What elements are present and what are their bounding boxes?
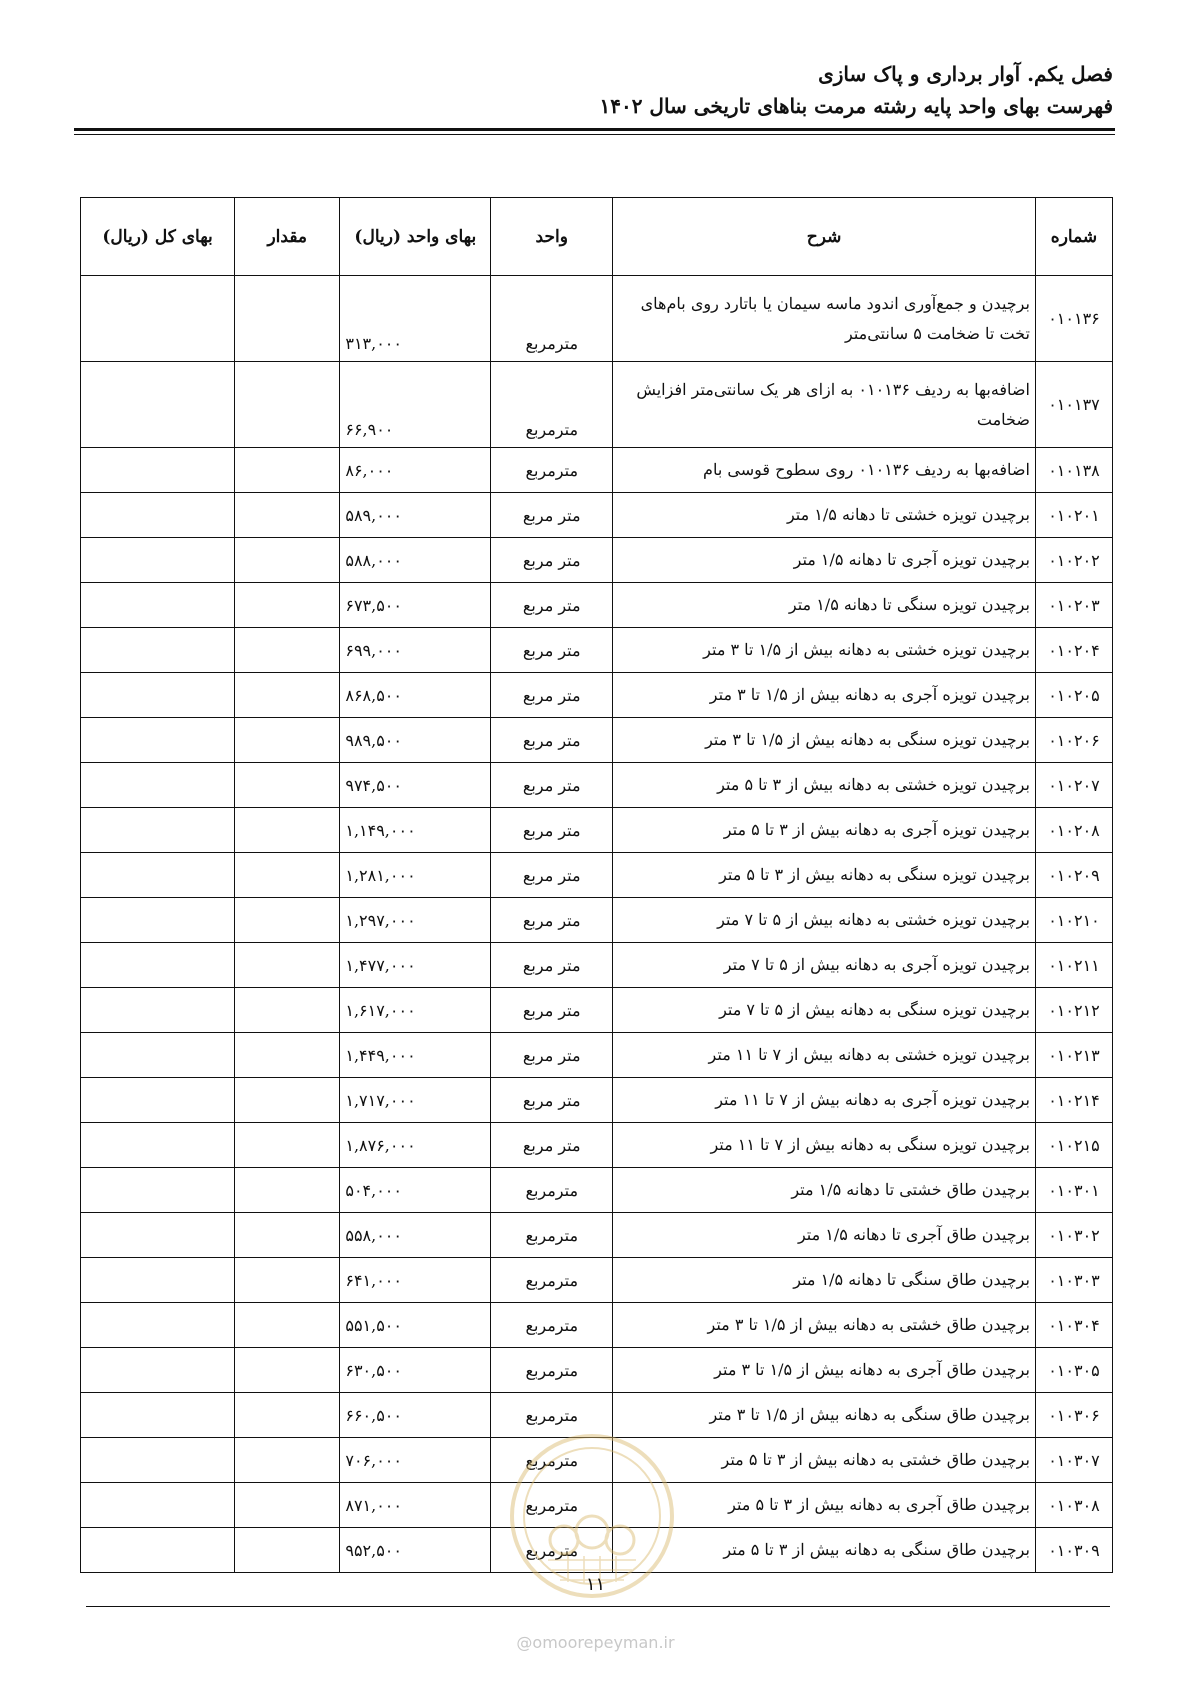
row-unit: مترمربع [491,1528,613,1573]
row-description: برچیدن طاق خشتی به دهانه بیش از ۳ تا ۵ متر [613,1438,1036,1483]
row-code: ۰۱۰۳۰۴ [1035,1303,1112,1348]
row-unit-price: ۸۶۸,۵۰۰ [340,673,491,718]
watermark-url: @omoorepeyman.ir [516,1633,675,1652]
chapter-title: فصل یکم. آوار برداری و پاک سازی [818,62,1113,86]
table-row [81,1348,1113,1393]
row-unit-price: ۱,۶۱۷,۰۰۰ [340,988,491,1033]
row-total [81,362,235,448]
row-unit-price: ۶۳۰,۵۰۰ [340,1348,491,1393]
row-unit: متر مربع [491,1078,613,1123]
table-row [81,1393,1113,1438]
row-unit: مترمربع [491,1258,613,1303]
row-quantity [235,1393,340,1438]
row-unit: متر مربع [491,763,613,808]
row-description: برچیدن و جمع‌آوری اندود ماسه سیمان یا باتارد روی بام‌های تخت تا ضخامت ۵ سانتی‌متر [613,276,1036,362]
row-quantity [235,988,340,1033]
row-unit-price: ۱,۲۹۷,۰۰۰ [340,898,491,943]
row-total [81,808,235,853]
row-unit: متر مربع [491,943,613,988]
row-unit: متر مربع [491,538,613,583]
row-unit-price: ۶۷۳,۵۰۰ [340,583,491,628]
header-quantity: مقدار [235,198,340,276]
row-total [81,628,235,673]
row-unit-price: ۶۶۰,۵۰۰ [340,1393,491,1438]
row-code: ۰۱۰۳۰۷ [1035,1438,1112,1483]
footer-divider [86,1606,1110,1607]
row-code: ۰۱۰۲۰۹ [1035,853,1112,898]
row-quantity [235,673,340,718]
row-code: ۰۱۰۳۰۹ [1035,1528,1112,1573]
table-row [81,493,1113,538]
table-row [81,538,1113,583]
row-unit: مترمربع [491,1348,613,1393]
table-row [81,276,1113,362]
row-unit-price: ۱,۸۷۶,۰۰۰ [340,1123,491,1168]
row-unit-price: ۷۰۶,۰۰۰ [340,1438,491,1483]
row-unit-price: ۳۱۳,۰۰۰ [340,276,491,362]
row-quantity [235,808,340,853]
row-unit-price: ۶۴۱,۰۰۰ [340,1258,491,1303]
row-code: ۰۱۰۲۰۸ [1035,808,1112,853]
row-code: ۰۱۰۳۰۶ [1035,1393,1112,1438]
row-description: برچیدن طاق خشتی به دهانه بیش از ۱/۵ تا ۳ متر [613,1303,1036,1348]
row-quantity [235,718,340,763]
row-total [81,1438,235,1483]
row-total [81,448,235,493]
table-row [81,448,1113,493]
row-unit-price: ۱,۴۷۷,۰۰۰ [340,943,491,988]
row-unit-price: ۵۸۹,۰۰۰ [340,493,491,538]
row-total [81,988,235,1033]
row-unit: مترمربع [491,1483,613,1528]
row-quantity [235,943,340,988]
row-total [81,1393,235,1438]
row-description: برچیدن تویزه خشتی به دهانه بیش از ۳ تا ۵ متر [613,763,1036,808]
row-code: ۰۱۰۳۰۳ [1035,1258,1112,1303]
row-code: ۰۱۰۱۳۸ [1035,448,1112,493]
row-description: برچیدن تویزه خشتی به دهانه بیش از ۷ تا ۱۱ متر [613,1033,1036,1078]
row-total [81,718,235,763]
table-row [81,628,1113,673]
row-unit: مترمربع [491,1303,613,1348]
row-description: برچیدن تویزه آجری تا دهانه ۱/۵ متر [613,538,1036,583]
row-unit-price: ۸۶,۰۰۰ [340,448,491,493]
row-unit-price: ۹۸۹,۵۰۰ [340,718,491,763]
row-unit-price: ۸۷۱,۰۰۰ [340,1483,491,1528]
row-description: برچیدن تویزه آجری به دهانه بیش از ۷ تا ۱۱ متر [613,1078,1036,1123]
row-total [81,673,235,718]
header-divider-thin [74,134,1115,135]
row-unit: مترمربع [491,448,613,493]
row-unit-price: ۱,۱۴۹,۰۰۰ [340,808,491,853]
row-total [81,1483,235,1528]
row-unit-price: ۱,۲۸۱,۰۰۰ [340,853,491,898]
row-total [81,1303,235,1348]
header-code: شماره [1035,198,1112,276]
row-code: ۰۱۰۳۰۵ [1035,1348,1112,1393]
row-description: برچیدن طاق سنگی به دهانه بیش از ۱/۵ تا ۳ متر [613,1393,1036,1438]
row-unit: متر مربع [491,718,613,763]
row-quantity [235,1123,340,1168]
row-unit: مترمربع [491,276,613,362]
row-unit: متر مربع [491,1033,613,1078]
row-total [81,1348,235,1393]
table-row [81,1213,1113,1258]
header-unit: واحد [491,198,613,276]
row-code: ۰۱۰۲۱۰ [1035,898,1112,943]
row-description: برچیدن تویزه خشتی به دهانه بیش از ۵ تا ۷ متر [613,898,1036,943]
row-unit-price: ۱,۷۱۷,۰۰۰ [340,1078,491,1123]
row-code: ۰۱۰۱۳۷ [1035,362,1112,448]
table-header-row [81,198,1113,276]
row-unit: متر مربع [491,853,613,898]
row-quantity [235,628,340,673]
row-code: ۰۱۰۱۳۶ [1035,276,1112,362]
row-code: ۰۱۰۲۱۱ [1035,943,1112,988]
row-unit: متر مربع [491,673,613,718]
row-total [81,898,235,943]
row-description: برچیدن طاق آجری به دهانه بیش از ۳ تا ۵ متر [613,1483,1036,1528]
row-total [81,1033,235,1078]
row-unit: متر مربع [491,988,613,1033]
row-code: ۰۱۰۲۰۲ [1035,538,1112,583]
row-description: برچیدن تویزه سنگی به دهانه بیش از ۳ تا ۵ متر [613,853,1036,898]
row-quantity [235,1528,340,1573]
row-quantity [235,493,340,538]
row-unit-price: ۹۷۴,۵۰۰ [340,763,491,808]
row-code: ۰۱۰۳۰۸ [1035,1483,1112,1528]
table-row [81,1078,1113,1123]
header-total: بهای کل (ریال) [81,198,235,276]
row-description: برچیدن طاق آجری تا دهانه ۱/۵ متر [613,1213,1036,1258]
row-description: برچیدن تویزه آجری به دهانه بیش از ۱/۵ تا ۳ متر [613,673,1036,718]
row-description: برچیدن تویزه خشتی به دهانه بیش از ۱/۵ تا ۳ متر [613,628,1036,673]
row-code: ۰۱۰۲۰۵ [1035,673,1112,718]
row-code: ۰۱۰۳۰۱ [1035,1168,1112,1213]
row-unit: متر مربع [491,1123,613,1168]
row-unit: مترمربع [491,1393,613,1438]
table-row [81,583,1113,628]
row-unit: مترمربع [491,1168,613,1213]
row-total [81,1078,235,1123]
row-quantity [235,763,340,808]
row-code: ۰۱۰۲۰۱ [1035,493,1112,538]
row-quantity [235,1258,340,1303]
row-unit-price: ۵۵۸,۰۰۰ [340,1213,491,1258]
row-quantity [235,583,340,628]
table-row [81,898,1113,943]
row-quantity [235,1033,340,1078]
row-unit: متر مربع [491,808,613,853]
row-code: ۰۱۰۳۰۲ [1035,1213,1112,1258]
table-row [81,1258,1113,1303]
row-description: برچیدن تویزه سنگی به دهانه بیش از ۷ تا ۱۱ متر [613,1123,1036,1168]
row-code: ۰۱۰۲۱۲ [1035,988,1112,1033]
row-unit-price: ۶۶,۹۰۰ [340,362,491,448]
row-quantity [235,1168,340,1213]
table-row [81,673,1113,718]
row-total [81,853,235,898]
price-list-table [80,197,1113,1573]
row-quantity [235,362,340,448]
table-row [81,763,1113,808]
row-total [81,1123,235,1168]
page-number: ۱۱ [585,1574,606,1595]
row-description: اضافه‌بها به ردیف ۰۱۰۱۳۶ روی سطوح قوسی بام [613,448,1036,493]
table-row [81,718,1113,763]
row-total [81,1168,235,1213]
row-quantity [235,538,340,583]
row-total [81,493,235,538]
header-divider-thick [74,128,1115,131]
row-description: اضافه‌بها به ردیف ۰۱۰۱۳۶ به ازای هر یک سانتی‌متر افزایش ضخامت [613,362,1036,448]
row-unit-price: ۵۰۴,۰۰۰ [340,1168,491,1213]
row-quantity [235,853,340,898]
row-quantity [235,1213,340,1258]
row-unit: متر مربع [491,628,613,673]
row-description: برچیدن طاق سنگی تا دهانه ۱/۵ متر [613,1258,1036,1303]
row-code: ۰۱۰۲۰۴ [1035,628,1112,673]
row-code: ۰۱۰۲۱۵ [1035,1123,1112,1168]
table-row [81,853,1113,898]
price-list-body [81,276,1113,1573]
row-code: ۰۱۰۲۱۳ [1035,1033,1112,1078]
row-total [81,538,235,583]
row-code: ۰۱۰۲۰۳ [1035,583,1112,628]
row-quantity [235,1348,340,1393]
row-description: برچیدن تویزه آجری به دهانه بیش از ۳ تا ۵ متر [613,808,1036,853]
row-description: برچیدن تویزه سنگی به دهانه بیش از ۵ تا ۷ متر [613,988,1036,1033]
page-header [599,58,1113,122]
row-unit-price: ۹۵۲,۵۰۰ [340,1528,491,1573]
row-code: ۰۱۰۲۱۴ [1035,1078,1112,1123]
row-unit: مترمربع [491,1438,613,1483]
row-quantity [235,1078,340,1123]
row-total [81,1528,235,1573]
row-total [81,583,235,628]
table-row [81,362,1113,448]
document-subtitle: فهرست بهای واحد پایه رشته مرمت بناهای تاریخی سال ۱۴۰۲ [599,94,1113,118]
row-description: برچیدن طاق آجری به دهانه بیش از ۱/۵ تا ۳ متر [613,1348,1036,1393]
row-total [81,763,235,808]
row-description: برچیدن تویزه سنگی به دهانه بیش از ۱/۵ تا ۳ متر [613,718,1036,763]
row-code: ۰۱۰۲۰۷ [1035,763,1112,808]
table-row [81,1033,1113,1078]
row-description: برچیدن تویزه آجری به دهانه بیش از ۵ تا ۷ متر [613,943,1036,988]
row-code: ۰۱۰۲۰۶ [1035,718,1112,763]
table-row [81,988,1113,1033]
row-quantity [235,276,340,362]
row-unit: متر مربع [491,898,613,943]
row-unit-price: ۵۸۸,۰۰۰ [340,538,491,583]
row-quantity [235,898,340,943]
row-total [81,276,235,362]
row-unit-price: ۵۵۱,۵۰۰ [340,1303,491,1348]
row-unit: مترمربع [491,362,613,448]
table-row [81,1123,1113,1168]
row-total [81,1258,235,1303]
row-quantity [235,1438,340,1483]
row-total [81,1213,235,1258]
header-description: شرح [613,198,1036,276]
row-quantity [235,1483,340,1528]
row-total [81,943,235,988]
row-description: برچیدن تویزه سنگی تا دهانه ۱/۵ متر [613,583,1036,628]
row-unit: متر مربع [491,583,613,628]
row-description: برچیدن طاق سنگی به دهانه بیش از ۳ تا ۵ متر [613,1528,1036,1573]
header-unit-price: بهای واحد (ریال) [340,198,491,276]
table-row [81,808,1113,853]
row-unit-price: ۶۹۹,۰۰۰ [340,628,491,673]
table-row [81,943,1113,988]
row-unit-price: ۱,۴۴۹,۰۰۰ [340,1033,491,1078]
row-quantity [235,1303,340,1348]
table-row [81,1168,1113,1213]
row-unit: مترمربع [491,1213,613,1258]
row-unit: متر مربع [491,493,613,538]
table-row [81,1303,1113,1348]
row-description: برچیدن تویزه خشتی تا دهانه ۱/۵ متر [613,493,1036,538]
row-quantity [235,448,340,493]
row-description: برچیدن طاق خشتی تا دهانه ۱/۵ متر [613,1168,1036,1213]
